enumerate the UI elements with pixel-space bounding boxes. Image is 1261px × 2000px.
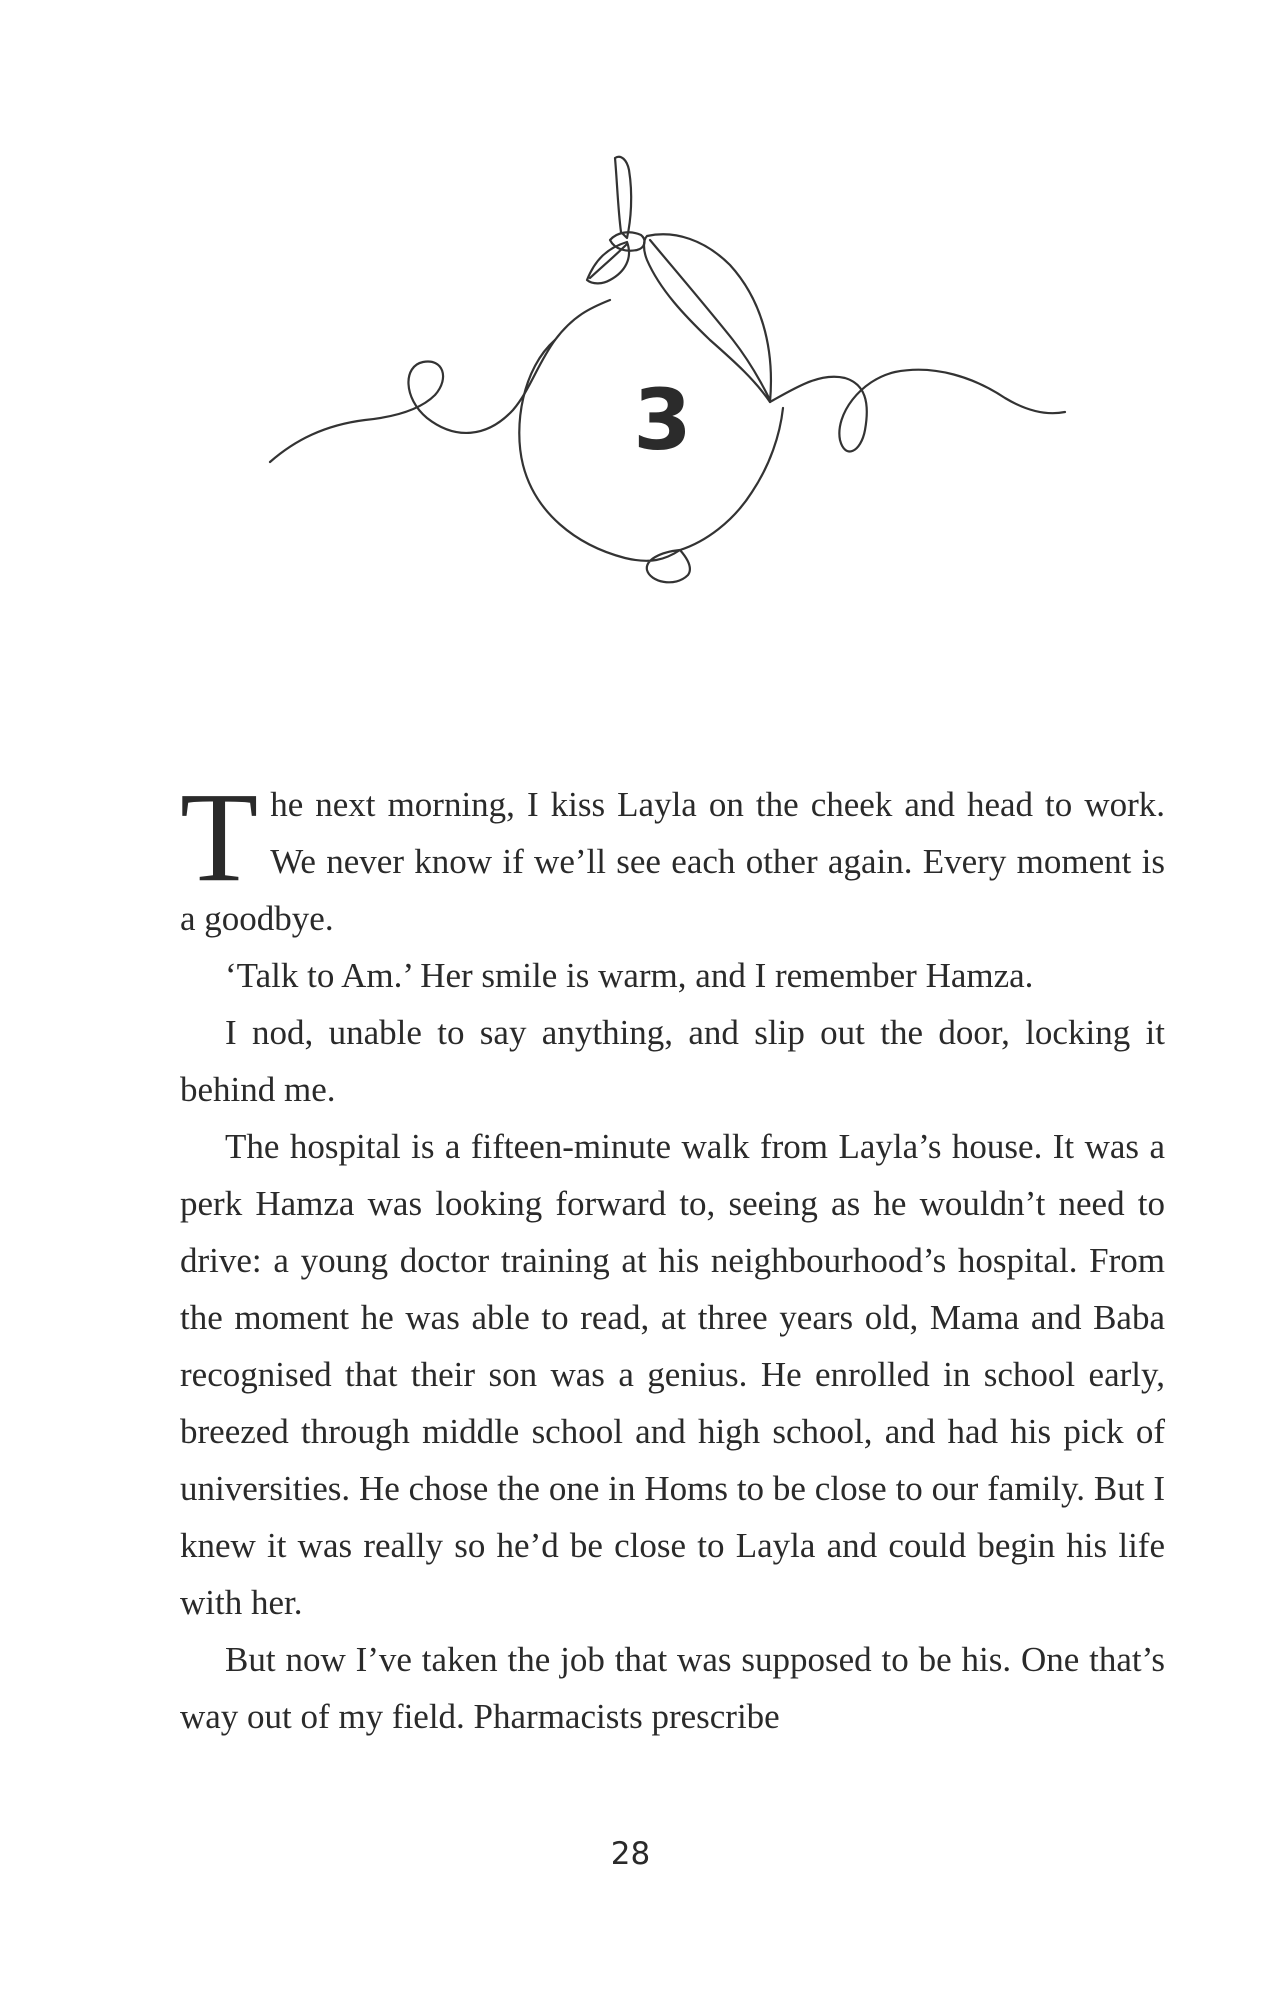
drop-cap: T bbox=[180, 766, 259, 908]
chapter-body bbox=[180, 766, 1165, 1745]
paragraph-3: I nod, unable to say anything, and slip out the door, locking it behind me. bbox=[180, 1013, 1165, 1109]
paragraph-1 bbox=[180, 766, 1165, 947]
paragraph-4: The hospital is a fifteen-minute walk from Layla’s house. It was a perk Hamza was looking forward to, seeing as he wouldn’t need to drive: a young doctor training at his neighbourhood’s hospital. From the moment he was able to read, at three years old, Mama and Baba recognised that their son was a genius. He enrolled in school early, breezed through middle school and high school, and had his pick of universities. He chose the one in Homs to be close to our family. But I knew it was really so he’d be close to Layla and could begin his life with her. bbox=[180, 1127, 1165, 1622]
paragraph-5: But now I’ve taken the job that was supposed to be his. One that’s way out of my field. Pharmacists prescribe bbox=[180, 1640, 1165, 1736]
chapter-number: 3 bbox=[633, 371, 692, 469]
paragraph-2: ‘Talk to Am.’ Her smile is warm, and I remember Hamza. bbox=[225, 956, 1034, 995]
page-number: 28 bbox=[610, 1836, 651, 1872]
lemon-branch-icon bbox=[255, 140, 1095, 600]
paragraph-1-text: he next morning, I kiss Layla on the cheek and head to work. We never know if we’ll see each other again. Every moment is a goodbye. bbox=[180, 785, 1165, 938]
